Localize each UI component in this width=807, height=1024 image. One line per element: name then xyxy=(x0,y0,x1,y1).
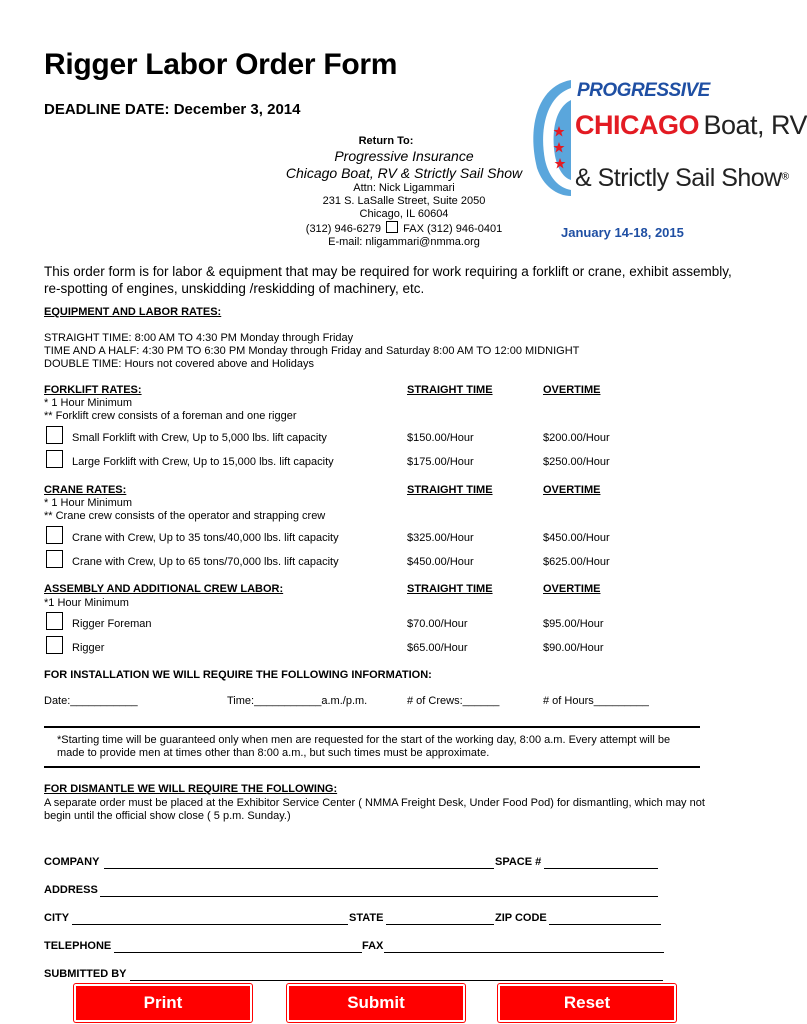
notice-bottom-rule xyxy=(44,766,700,768)
space-input[interactable] xyxy=(544,857,658,869)
dismantle-text: A separate order must be placed at the Exhibitor Service Center ( NMMA Freight Desk, Under Food Pod) for dismantling, which may not begin until the official show close ( 5 p.m. Sunday.) xyxy=(44,797,705,822)
crane-note-1: * 1 Hour Minimum xyxy=(44,497,133,509)
chicago-flag-emblem-icon xyxy=(527,78,575,198)
page-title: Rigger Labor Order Form xyxy=(44,48,398,81)
telephone-label: TELEPHONE xyxy=(44,940,112,952)
chicago-boat-rv-wordmark: CHICAGO Boat, RV xyxy=(575,110,807,140)
city-label: CITY xyxy=(44,912,70,924)
forklift-note-2: ** Forklift crew consists of a foreman and one rigger xyxy=(44,410,297,422)
submitted-by-label: SUBMITTED BY xyxy=(44,968,127,980)
fax-box-icon xyxy=(386,221,398,233)
crane-65-overtime: $625.00/Hour xyxy=(543,556,610,568)
fax-input[interactable] xyxy=(384,941,664,953)
assembly-heading: ASSEMBLY AND ADDITIONAL CREW LABOR: xyxy=(44,583,284,595)
install-hours-field[interactable]: # of Hours_________ xyxy=(543,695,649,707)
install-date-field[interactable]: Date:___________ xyxy=(44,695,138,707)
forklift-overtime-col: OVERTIME xyxy=(543,384,601,396)
intro-paragraph: This order form is for labor & equipment that may be required for work requiring a forklift or crane, exhibit assembly, re-spotting of engines, unskidding /reskidding of machinery, etc. xyxy=(44,264,732,296)
crane-65-label: Crane with Crew, Up to 65 tons/70,000 lbs. lift capacity xyxy=(72,556,339,568)
small-forklift-overtime: $200.00/Hour xyxy=(543,432,610,444)
email-line: E-mail: nligammari@nmma.org xyxy=(328,236,480,248)
phone-fax-line xyxy=(270,221,538,236)
rigger-overtime: $90.00/Hour xyxy=(543,642,604,654)
state-input[interactable] xyxy=(386,913,494,925)
zip-label: ZIP CODE xyxy=(495,912,547,924)
space-label: SPACE # xyxy=(495,856,542,868)
large-forklift-overtime: $250.00/Hour xyxy=(543,456,610,468)
assembly-note-1: *1 Hour Minimum xyxy=(44,597,129,609)
rates-heading: EQUIPMENT AND LABOR RATES: xyxy=(44,306,222,318)
crane-65-checkbox[interactable] xyxy=(46,550,63,568)
city-line: Chicago, IL 60604 xyxy=(359,208,449,220)
rigger-foreman-overtime: $95.00/Hour xyxy=(543,618,604,630)
crane-35-label: Crane with Crew, Up to 35 tons/40,000 lbs. lift capacity xyxy=(72,532,339,544)
dismantle-heading: FOR DISMANTLE WE WILL REQUIRE THE FOLLOWING: xyxy=(44,783,338,795)
org-line-2: Chicago Boat, RV & Strictly Sail Show xyxy=(285,165,523,181)
crane-35-overtime: $450.00/Hour xyxy=(543,532,610,544)
rigger-foreman-checkbox[interactable] xyxy=(46,612,63,630)
notice-top-rule xyxy=(44,726,700,728)
deadline-date: DEADLINE DATE: December 3, 2014 xyxy=(44,101,301,118)
forklift-heading: FORKLIFT RATES: xyxy=(44,384,142,396)
rates-double: DOUBLE TIME: Hours not covered above and Holidays xyxy=(44,358,315,370)
start-time-notice: *Starting time will be guaranteed only when men are requested for the start of the working day, 8:00 a.m. Every attempt will be made to provide men at times other than 8:00 a.m., but such times must be approximate. xyxy=(57,734,671,759)
company-input[interactable] xyxy=(104,857,494,869)
forklift-straight-col: STRAIGHT TIME xyxy=(407,384,493,396)
phone-number: (312) 946-6279 xyxy=(305,223,382,235)
reset-button[interactable]: Reset xyxy=(498,984,676,1022)
address-label: ADDRESS xyxy=(44,884,98,896)
return-to-label: Return To: xyxy=(358,135,414,147)
strictly-sail-wordmark: & Strictly Sail Show® xyxy=(575,164,790,192)
company-label: COMPANY xyxy=(44,856,100,868)
submitted-by-input[interactable] xyxy=(130,969,663,981)
crane-heading: CRANE RATES: xyxy=(44,484,127,496)
small-forklift-label: Small Forklift with Crew, Up to 5,000 lbs. lift capacity xyxy=(72,432,327,444)
submit-button[interactable]: Submit xyxy=(287,984,465,1022)
crane-overtime-col: OVERTIME xyxy=(543,484,601,496)
crane-35-checkbox[interactable] xyxy=(46,526,63,544)
assembly-straight-col: STRAIGHT TIME xyxy=(407,583,493,595)
print-button[interactable]: Print xyxy=(74,984,252,1022)
city-input[interactable] xyxy=(72,913,348,925)
rigger-checkbox[interactable] xyxy=(46,636,63,654)
crane-straight-col: STRAIGHT TIME xyxy=(407,484,493,496)
street-line: 231 S. LaSalle Street, Suite 2050 xyxy=(322,195,486,207)
address-input[interactable] xyxy=(100,885,658,897)
rigger-label: Rigger xyxy=(72,642,105,654)
install-heading: FOR INSTALLATION WE WILL REQUIRE THE FOLLOWING INFORMATION: xyxy=(44,669,432,681)
rigger-straight: $65.00/Hour xyxy=(407,642,468,654)
org-line-1: Progressive Insurance xyxy=(334,148,474,164)
return-address xyxy=(270,148,538,249)
show-logo xyxy=(527,78,807,198)
forklift-note-1: * 1 Hour Minimum xyxy=(44,397,133,409)
small-forklift-straight: $150.00/Hour xyxy=(407,432,474,444)
progressive-wordmark: PROGRESSIVE xyxy=(577,80,710,101)
install-crews-field[interactable]: # of Crews:______ xyxy=(407,695,500,707)
zip-input[interactable] xyxy=(549,913,661,925)
install-time-field[interactable]: Time:___________a.m./p.m. xyxy=(227,695,368,707)
large-forklift-label: Large Forklift with Crew, Up to 15,000 lbs. lift capacity xyxy=(72,456,334,468)
state-label: STATE xyxy=(349,912,384,924)
rigger-foreman-label: Rigger Foreman xyxy=(72,618,152,630)
rates-half: TIME AND A HALF: 4:30 PM TO 6:30 PM Monday through Friday and Saturday 8:00 AM TO 12:00 MIDNIGHT xyxy=(44,345,580,357)
small-forklift-checkbox[interactable] xyxy=(46,426,63,444)
fax-number: FAX (312) 946-0401 xyxy=(403,223,503,235)
assembly-overtime-col: OVERTIME xyxy=(543,583,601,595)
fax-label: FAX xyxy=(362,940,384,952)
attn-line: Attn: Nick Ligammari xyxy=(353,182,455,194)
crane-65-straight: $450.00/Hour xyxy=(407,556,474,568)
large-forklift-straight: $175.00/Hour xyxy=(407,456,474,468)
crane-note-2: ** Crane crew consists of the operator and strapping crew xyxy=(44,510,326,522)
crane-35-straight: $325.00/Hour xyxy=(407,532,474,544)
show-dates: January 14-18, 2015 xyxy=(561,225,684,240)
rigger-foreman-straight: $70.00/Hour xyxy=(407,618,468,630)
large-forklift-checkbox[interactable] xyxy=(46,450,63,468)
telephone-input[interactable] xyxy=(114,941,362,953)
rates-straight: STRAIGHT TIME: 8:00 AM TO 4:30 PM Monday through Friday xyxy=(44,332,354,344)
